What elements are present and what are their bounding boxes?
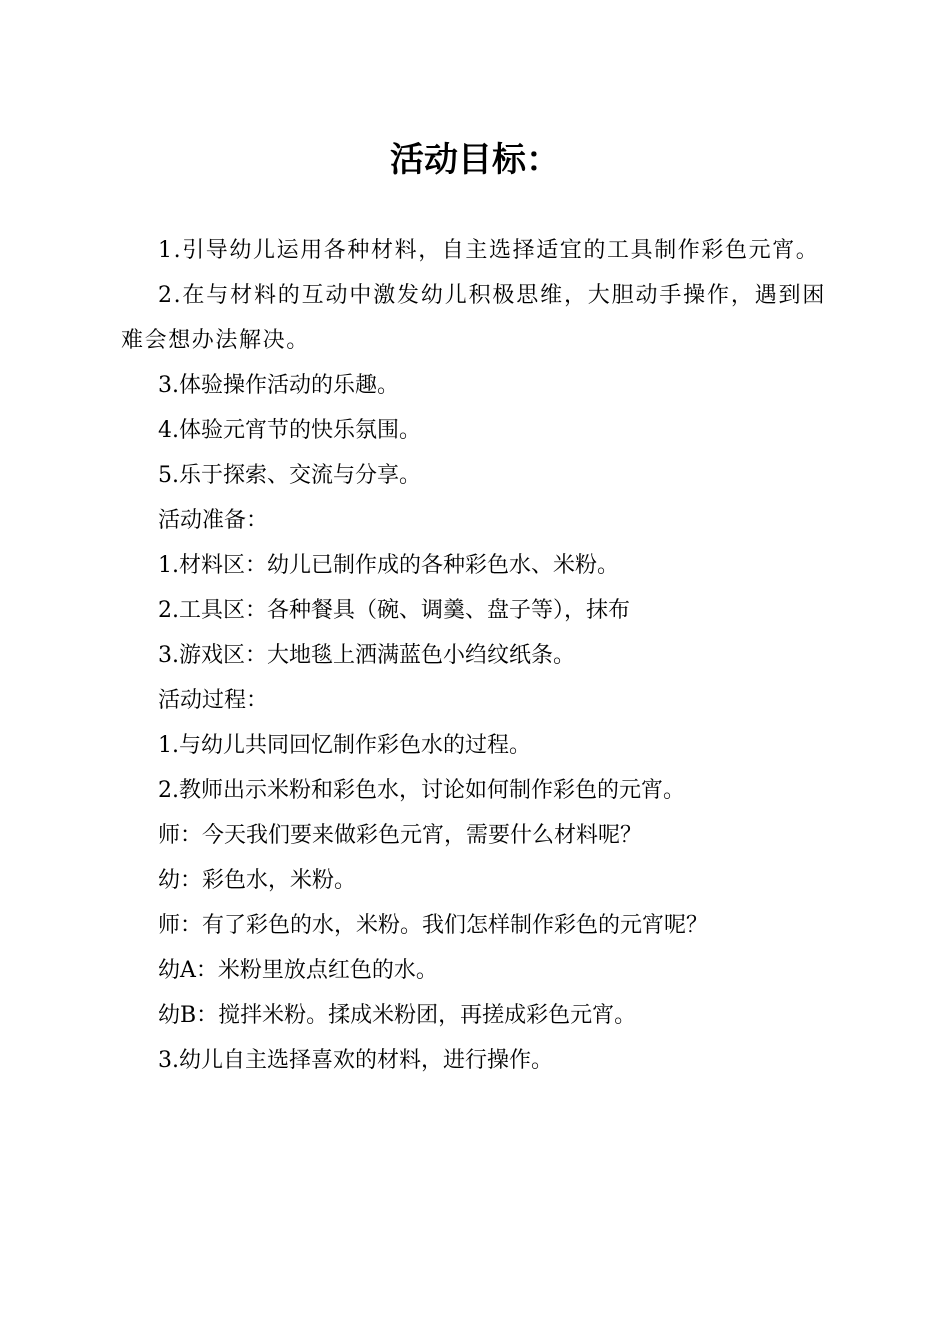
paragraph-prep-1: 1.材料区：幼儿已制作成的各种彩色水、米粉。 bbox=[158, 553, 619, 578]
paragraph-goal-1: 1.引导幼儿运用各种材料，自主选择适宜的工具制作彩色元宵。 bbox=[158, 238, 820, 263]
dialogue-teacher-2: 师：有了彩色的水，米粉。我们怎样制作彩色的元宵呢？ bbox=[158, 913, 709, 938]
dialogue-teacher-1: 师：今天我们要来做彩色元宵，需要什么材料呢？ bbox=[158, 823, 643, 848]
paragraph-process-1: 1.与幼儿共同回忆制作彩色水的过程。 bbox=[158, 733, 531, 758]
paragraph-goal-5: 5.乐于探索、交流与分享。 bbox=[158, 463, 421, 488]
dialogue-child-b: 幼B：搅拌米粉。揉成米粉团，再搓成彩色元宵。 bbox=[158, 1003, 637, 1028]
paragraph-process-2: 2.教师出示米粉和彩色水，讨论如何制作彩色的元宵。 bbox=[158, 778, 685, 803]
paragraph-goal-4: 4.体验元宵节的快乐氛围。 bbox=[158, 418, 421, 443]
section-heading-preparation: 活动准备： bbox=[158, 508, 269, 533]
document-body bbox=[121, 228, 826, 1083]
paragraph-prep-3: 3.游戏区：大地毯上洒满蓝色小绉纹纸条。 bbox=[158, 643, 575, 668]
paragraph-prep-2: 2.工具区：各种餐具（碗、调羹、盘子等），抹布 bbox=[158, 598, 630, 623]
paragraph-goal-3: 3.体验操作活动的乐趣。 bbox=[158, 373, 399, 398]
dialogue-child-1: 幼：彩色水，米粉。 bbox=[158, 868, 357, 893]
paragraph-goal-2: 2.在与材料的互动中激发幼儿积极思维，大胆动手操作，遇到困难会想办法解决。 bbox=[121, 283, 826, 353]
section-heading-process: 活动过程： bbox=[158, 688, 269, 713]
dialogue-child-a: 幼A：米粉里放点红色的水。 bbox=[158, 958, 438, 983]
paragraph-process-3: 3.幼儿自主选择喜欢的材料，进行操作。 bbox=[158, 1048, 553, 1073]
page-title: 活动目标： bbox=[390, 140, 560, 180]
